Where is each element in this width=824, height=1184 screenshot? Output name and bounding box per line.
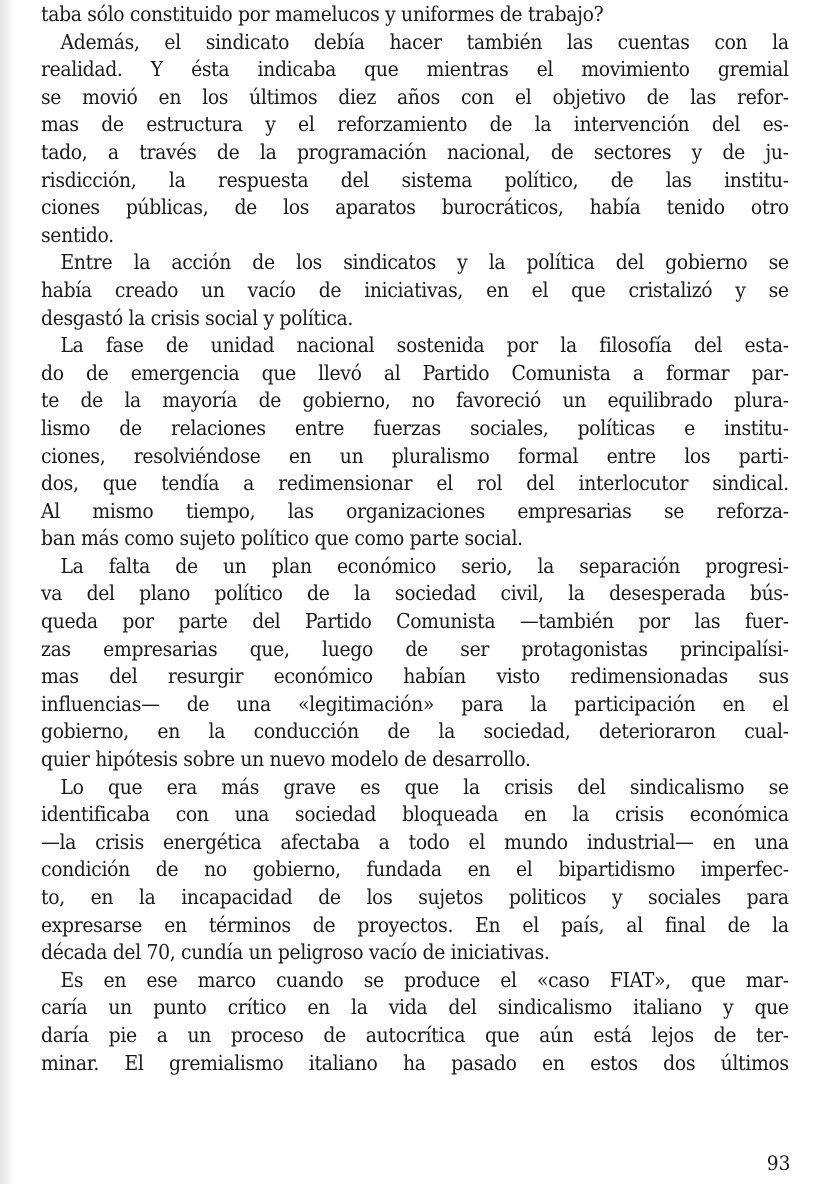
text-line: Además, el sindicato debía hacer también las cuentas con la: [60, 29, 789, 54]
paragraph: [41, 553, 789, 774]
text-line: risdicción, la respuesta del sistema político, de las institu-: [41, 167, 789, 192]
text-line: Al mismo tiempo, las organizaciones empresarias se reforza-: [41, 498, 789, 523]
text-line: identificaba con una sociedad bloqueada en la crisis económica: [41, 802, 789, 827]
text-line: do de emergencia que llevó al Partido Comunista a formar par-: [41, 360, 789, 385]
text-line: va del plano político de la sociedad civil, la desesperada bús-: [41, 581, 789, 606]
text-line: minar. El gremialismo italiano ha pasado en estos dos últimos: [41, 1050, 789, 1075]
text-line: La fase de unidad nacional sostenida por la filosofía del esta-: [60, 333, 789, 358]
paragraph: [41, 249, 789, 332]
text-line: te de la mayoría de gobierno, no favoreció un equilibrado plura-: [41, 388, 789, 413]
text-line: to, en la incapacidad de los sujetos politicos y sociales para: [41, 885, 789, 909]
text-line: lismo de relaciones entre fuerzas sociales, políticas e institu-: [41, 415, 789, 440]
text-line: tado, a través de la programación nacional, de sectores y de ju-: [41, 139, 789, 164]
paragraph: [41, 774, 789, 967]
page-edge-shadow: [0, 0, 14, 1184]
text-line: ban más como sujeto político que como parte social.: [41, 526, 523, 551]
text-line: década del 70, cundía un peligroso vacío de iniciativas.: [41, 940, 550, 965]
text-line: gobierno, en la conducción de la sociedad, deterioraron cual-: [41, 719, 789, 744]
text-line: mas del resurgir económico habían visto redimensionadas sus: [41, 664, 789, 689]
text-line: La falta de un plan económico serio, la separación progresi-: [60, 553, 789, 578]
text-line: —la crisis energética afectaba a todo el mundo industrial— en una: [41, 829, 789, 854]
text-line: realidad. Y ésta indicaba que mientras el movimiento gremial: [41, 57, 789, 82]
text-line: Entre la acción de los sindicatos y la política del gobierno se: [60, 250, 789, 275]
text-line: taba sólo constituido por mamelucos y uniformes de trabajo?: [41, 2, 604, 26]
text-line: sentido.: [41, 222, 114, 247]
text-line: se movió en los últimos diez años con el objetivo de las refor-: [41, 84, 789, 109]
text-line: dos, que tendía a redimensionar el rol del interlocutor sindical.: [41, 471, 789, 496]
text-line: desgastó la crisis social y política.: [41, 305, 354, 330]
text-line: había creado un vacío de iniciativas, en el que cristalizó y se: [41, 277, 789, 302]
text-line: Lo que era más grave es que la crisis del sindicalismo se: [60, 774, 789, 799]
text-line: expresarse en términos de proyectos. En el país, al final de la: [41, 912, 789, 937]
text-line: caría un punto crítico en la vida del sindicalismo italiano y que: [41, 995, 789, 1020]
paragraph: [41, 29, 789, 250]
paragraph: [41, 967, 789, 1077]
page-body: [41, 1, 789, 1077]
text-line: influencias— de una «legitimación» para la participación en el: [41, 691, 789, 716]
text-line: ciones, resolviéndose en un pluralismo formal entre los parti-: [41, 443, 789, 468]
text-line: ciones públicas, de los aparatos burocráticos, había tenido otro: [41, 195, 789, 220]
page-number: 93: [766, 1151, 790, 1175]
text-line: condición de no gobierno, fundada en el bipartidismo imperfec-: [41, 857, 789, 882]
text-line: quier hipótesis sobre un nuevo modelo de desarrollo.: [41, 747, 531, 772]
text-line: zas empresarias que, luego de ser protagonistas principalísi-: [41, 636, 789, 661]
text-line: Es en ese marco cuando se produce el «caso FIAT», que mar-: [60, 967, 789, 992]
text-line: mas de estructura y el reforzamiento de la intervención del es-: [41, 112, 789, 137]
text-line: queda por parte del Partido Comunista —también por las fuer-: [41, 609, 789, 634]
paragraph: [41, 332, 789, 553]
text-line: daría pie a un proceso de autocrítica que aún está lejos de ter-: [41, 1022, 789, 1047]
paragraph: [41, 1, 789, 29]
